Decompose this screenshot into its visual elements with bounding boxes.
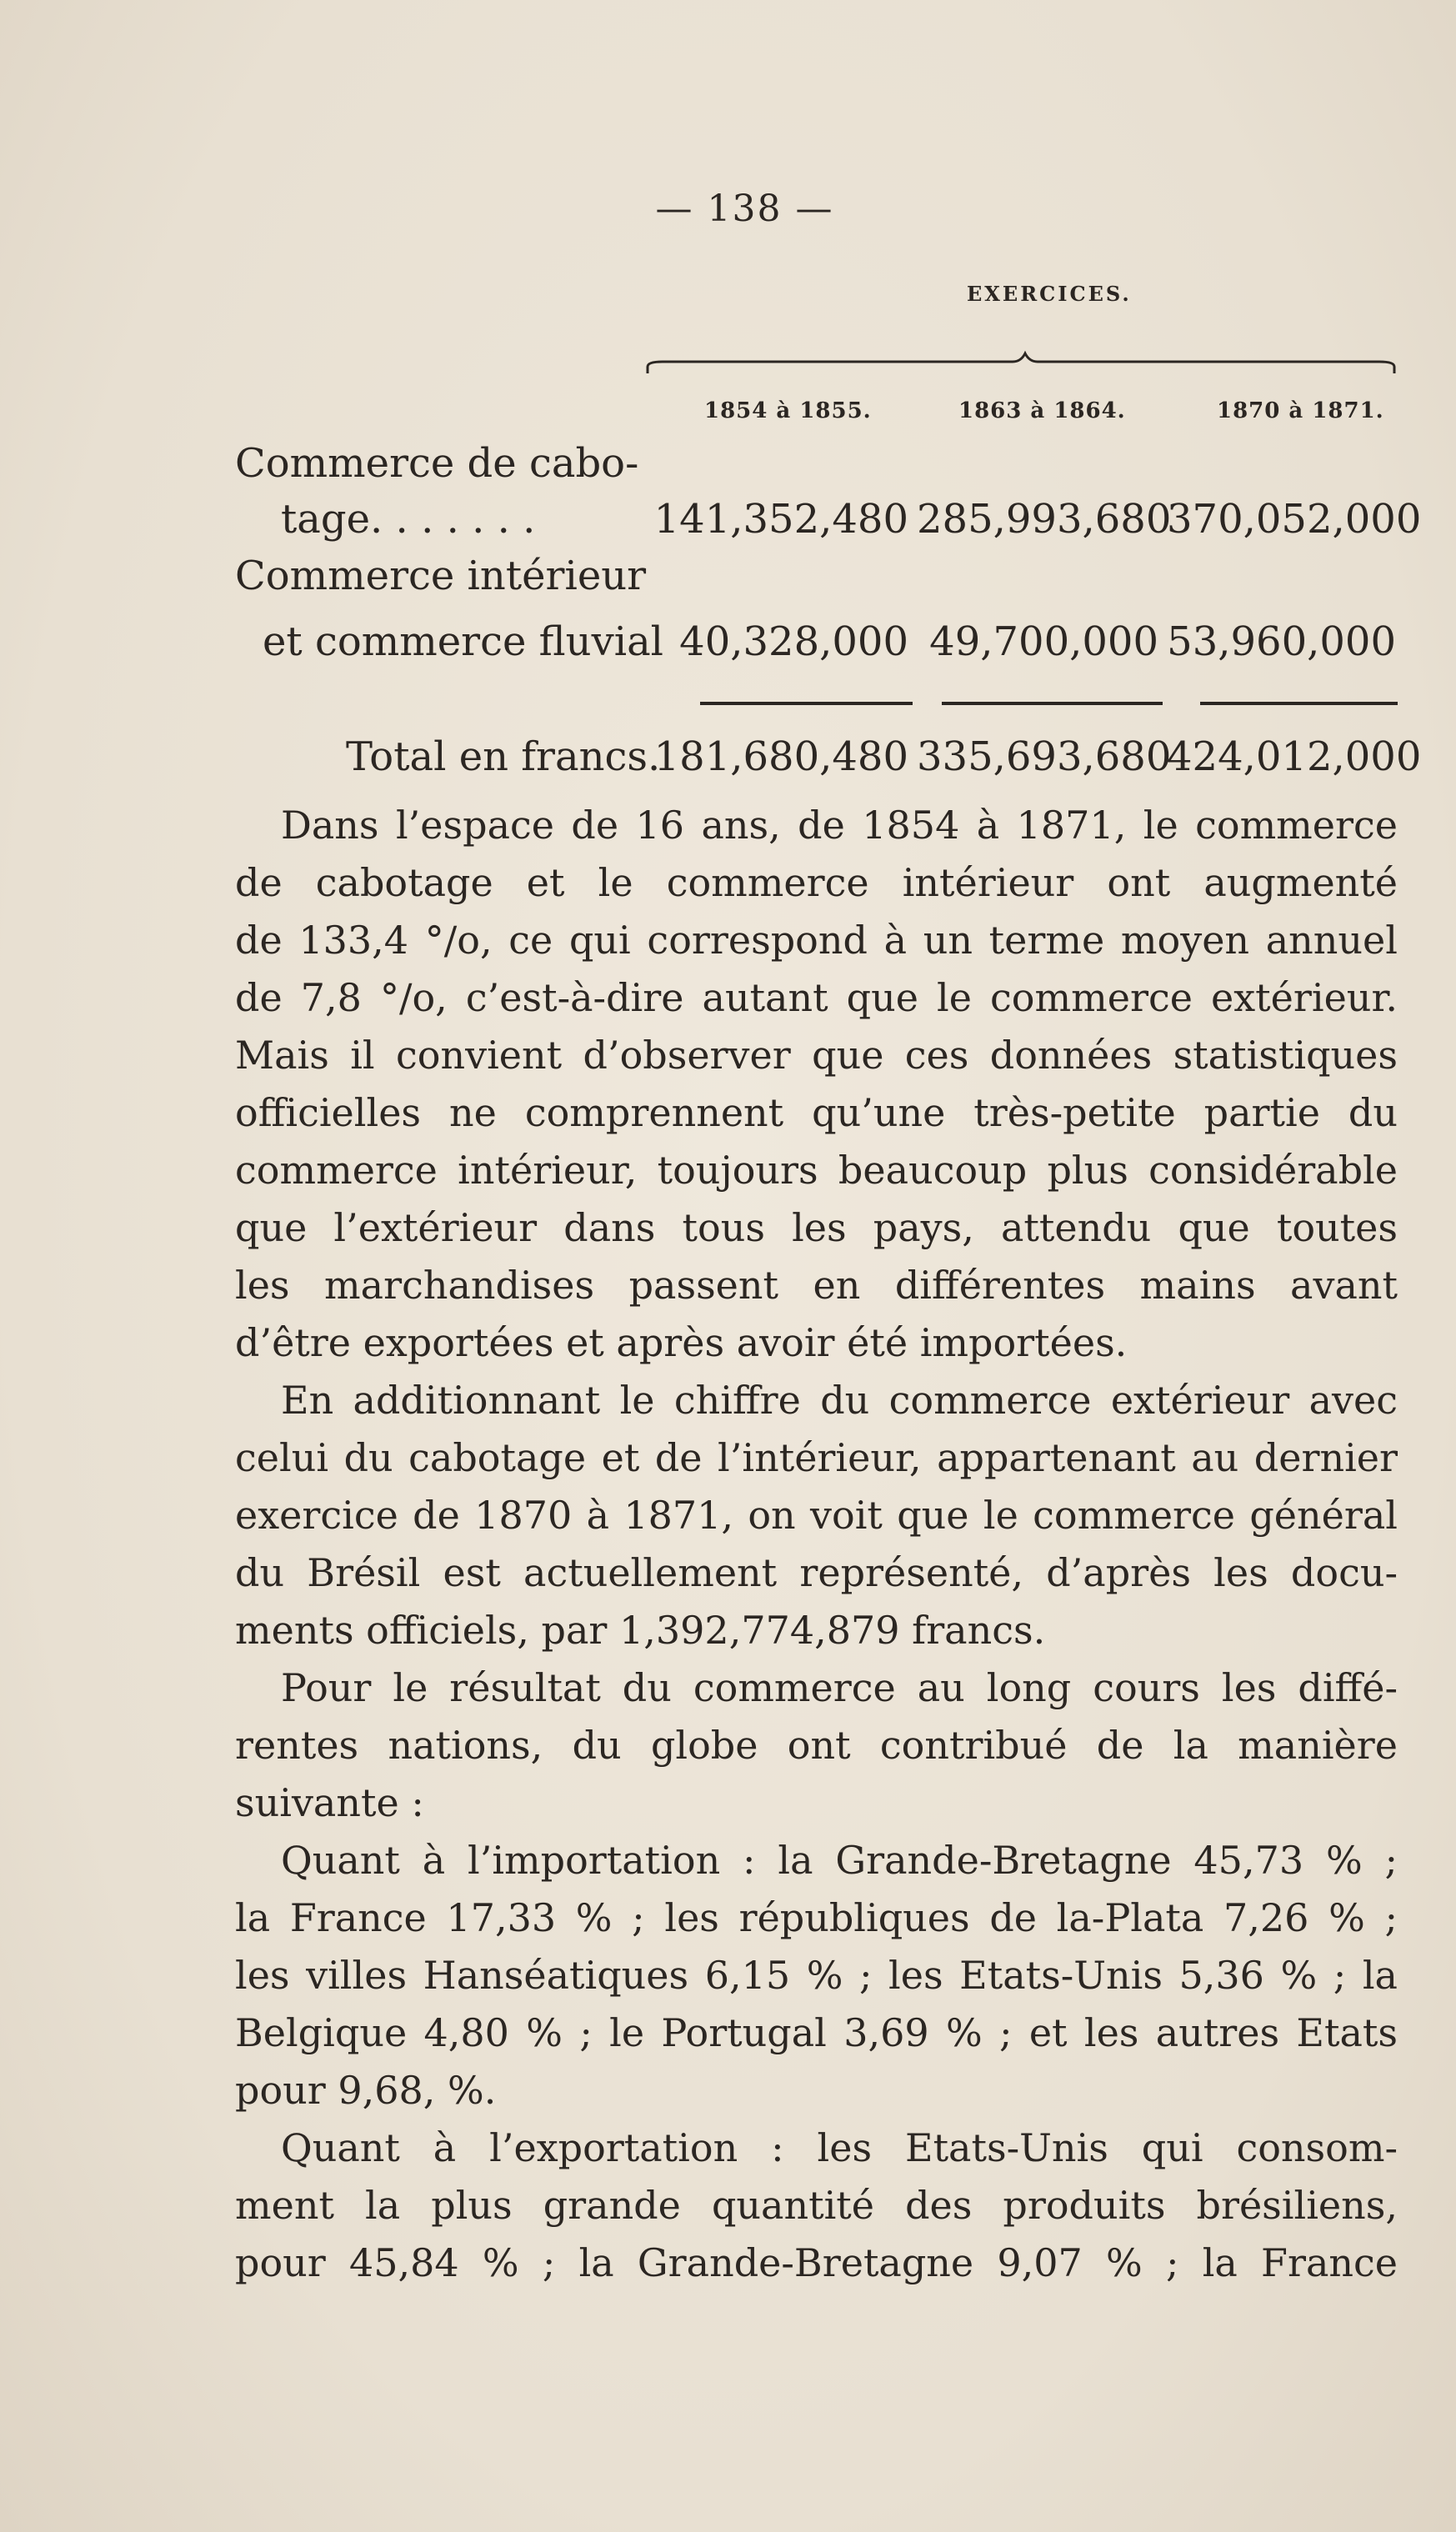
- text-line: Mais il convient d’observer que ces données statistiques: [235, 1033, 1398, 1078]
- total-label: Total en francs.: [346, 733, 661, 780]
- value-cabotage-1870: 370,052,000: [1167, 496, 1422, 543]
- sum-rule-3: [1200, 702, 1398, 705]
- text-line: pour 9,68, %.: [235, 2068, 497, 2113]
- year-column-3: 1870 à 1871.: [1217, 398, 1384, 423]
- year-column-1: 1854 à 1855.: [704, 398, 872, 423]
- value-cabotage-1854: 141,352,480: [653, 496, 908, 543]
- text-line: ments officiels, par 1,392,774,879 francs.: [235, 1608, 1046, 1653]
- text-line: de 133,4 °/o, ce qui correspond à un terme moyen annuel: [235, 918, 1398, 963]
- row-label-cabotage-1: Commerce de cabo-: [235, 440, 639, 487]
- text-line: pour 45,84 % ; la Grande-Bretagne 9,07 % ; la France: [235, 2240, 1398, 2285]
- text-line: Belgique 4,80 % ; le Portugal 3,69 % ; et les autres Etats: [235, 2010, 1398, 2055]
- text-line: exercice de 1870 à 1871, on voit que le commerce général: [235, 1493, 1398, 1538]
- value-interieur-1854: 40,328,000: [679, 618, 908, 665]
- text-line: de cabotage et le commerce intérieur ont augmenté: [235, 860, 1398, 905]
- page-number: — 138 —: [655, 188, 834, 230]
- text-line: Dans l’espace de 16 ans, de 1854 à 1871, le commerce: [281, 803, 1398, 848]
- row-label-interieur-1: Commerce intérieur: [235, 553, 647, 599]
- sum-rule-1: [700, 702, 913, 705]
- text-line: rentes nations, du globe ont contribué de la manière: [235, 1723, 1398, 1768]
- text-line: commerce intérieur, toujours beaucoup plus considérable: [235, 1148, 1398, 1193]
- text-line: du Brésil est actuellement représenté, d’après les docu-: [235, 1550, 1398, 1595]
- sum-rule-2: [942, 702, 1163, 705]
- text-line: celui du cabotage et de l’intérieur, appartenant au dernier: [235, 1435, 1398, 1480]
- row-label-cabotage-2: tage. . . . . . .: [281, 496, 536, 543]
- value-interieur-1863: 49,700,000: [929, 618, 1158, 665]
- total-1854: 181,680,480: [653, 733, 908, 780]
- total-1863: 335,693,680: [917, 733, 1172, 780]
- value-cabotage-1863: 285,993,680: [917, 496, 1172, 543]
- text-line: ment la plus grande quantité des produits brésiliens,: [235, 2183, 1398, 2228]
- text-line: les marchandises passent en différentes mains avant: [235, 1263, 1398, 1308]
- text-line: officielles ne comprennent qu’une très-petite partie du: [235, 1090, 1398, 1135]
- text-line: les villes Hanséatiques 6,15 % ; les Etats-Unis 5,36 % ; la: [235, 1953, 1398, 1998]
- total-1870: 424,012,000: [1167, 733, 1422, 780]
- table-header-exercices: EXERCICES.: [967, 282, 1132, 306]
- text-line: d’être exportées et après avoir été importées.: [235, 1320, 1128, 1365]
- value-interieur-1870: 53,960,000: [1167, 618, 1396, 665]
- text-line: suivante :: [235, 1780, 424, 1825]
- row-label-interieur-2: et commerce fluvial: [263, 618, 664, 665]
- text-line: Quant à l’importation : la Grande-Bretagne 45,73 % ;: [281, 1838, 1398, 1883]
- text-line: Quant à l’exportation : les Etats-Unis qui consom-: [281, 2125, 1398, 2170]
- year-column-2: 1863 à 1864.: [958, 398, 1126, 423]
- text-line: de 7,8 °/o, c’est-à-dire autant que le commerce extérieur.: [235, 975, 1398, 1020]
- text-line: la France 17,33 % ; les républiques de la-Plata 7,26 % ;: [235, 1895, 1398, 1940]
- text-line: Pour le résultat du commerce au long cours les diffé-: [281, 1665, 1398, 1710]
- text-line: En additionnant le chiffre du commerce extérieur avec: [281, 1378, 1398, 1423]
- text-line: que l’extérieur dans tous les pays, attendu que toutes: [235, 1205, 1398, 1250]
- header-brace: [646, 350, 1396, 375]
